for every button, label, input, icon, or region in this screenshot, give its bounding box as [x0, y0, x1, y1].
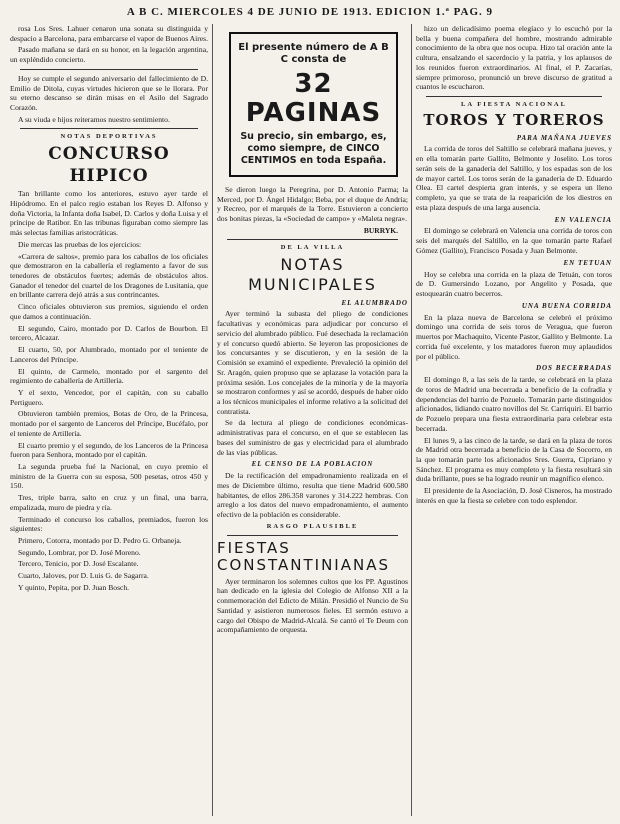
advert-line-3: Su precio, sin embargo, es, como siempre, de CINCO CENTIMOS en toda España. — [240, 131, 387, 166]
advert-line-1: El presente número de A B C consta de — [238, 42, 389, 65]
column-divider — [411, 24, 412, 816]
article-paragraph: Tercero, Tenicio, por D. José Escalante. — [18, 559, 139, 569]
subheading: EL ALUMBRADO — [341, 298, 408, 307]
article-paragraph: El segundo, Cairo, montado por D. Carlos de Bourbon. El tercero, Alcazar. — [10, 323, 208, 343]
article-paragraph: El domingo se celebrará en Valencia una corrida de toros con seis del marqués del Saltillo, en la que tomarán parte Rafael Gómez (Gallito), Francisco Posada y Juan Belmonte. — [416, 226, 612, 255]
column-3 — [416, 24, 612, 818]
article-paragraph: El quinto, de Carmelo, montado por el sargento del regimiento de caballería de Artillería. — [10, 366, 208, 386]
column-divider — [212, 24, 213, 816]
article-paragraph: El domingo 8, a las seis de la tarde, se celebrará en la plaza de toros de Madrid una becerrada a beneficio de la cofradía y dependencias del barrio de Pozuelo. Tomarán parte distinguidos aficionados, lidiando cuatro novillos del Sr. Carriquiri. El barrio de Pozuelo prepara una fiesta extraordinaria para celebrar esta becerrada. — [416, 375, 612, 433]
article-paragraph: Hoy se celebra una corrida en la plaza de Tetuán, con toros de D. Gumersindo Lozano, por Angelito y Posada, que estoquearán cuatro becerros. — [416, 269, 612, 299]
article-paragraph: Se dieron luego la Peregrina, por D. Antonio Parma; la Merced, por D. Ángel Hidalgo; Beba, por el duque de Andría; y Recreo, por el marqués de la Torre. Estuvieron a concierto dos bonitas piezas, la «Sociedad de campo» y «Maleta negra». — [217, 184, 408, 223]
section-kicker: LA FIESTA NACIONAL — [461, 101, 567, 109]
article-paragraph: Primero, Cotorra, montado por D. Pedro G. Orbaneja. — [18, 536, 182, 545]
separator — [227, 535, 398, 536]
article-paragraph: Die mercas las pruebas de los ejercicios: — [18, 239, 142, 249]
article-paragraph: En la plaza nueva de Barcelona se celebró el próximo domingo una corrida de seis toros de Veragua, que fueron muertos por Machaquito, Vicente Pastor, Gallito y Belmonte. La corrida fué excelente, y los matadores fueron muy aplaudidos por el público. — [416, 312, 612, 361]
author-signature: BURRYK. — [363, 225, 398, 235]
article-paragraph: Hoy se cumple el segundo aniversario del fallecimiento de D. Emilio de Ditola, cuyas virtudes hicieron que se le llorara. Por su eterno descanso se dirán misas en el Asilo del Sagrado Corazón. — [10, 73, 208, 113]
article-paragraph: Tan brillante como los anteriores, estuvo ayer tarde el Hipódromo. En el palco regio estaban los Reyes D. Alfonso y doña Victoria, la Infanta doña Isabel, D. Carlos y doña Luisa y el príncipe de Ratibor. En las tribunas figuraban como siempre las más selectas familias aristocráticas. — [10, 189, 208, 238]
subheading: EN VALENCIA — [554, 215, 612, 224]
separator — [20, 69, 198, 70]
article-paragraph: Ayer terminó la subasta del pliego de condiciones facultativas y económicas para adjudicar por concurso el servicio del alumbrado público. Fué desechada la reclamación y el concurso quedó abierto. Se leyeron las proposiciones de los concursantes y se discutieron, y en la sesión de la Comisión se examinó el expediente. Prevaleció la opinión del Sr. Aragón, quien propuso que se aplazase la votación para la próxima sesión. Los concejales de la minoría y de la mayoría se mostraron conformes y así se acordó, después de haber oído a los técnicos municipales el informe relativo a la solicitud del contratista. — [217, 309, 408, 416]
subheading: RASGO PLAUSIBLE — [266, 522, 359, 530]
article-paragraph: Ayer terminaron los solemnes cultos que los PP. Agustinos han dedicado en la iglesia del Colegio de Alfonso XII a la conmemoración del Edicto de Milán. Presidió el Nuncio de Su Santidad y asistieron numerosos fieles. El sermón estuvo a cargo del Obispo de Madrid-Alcalá. Se cantó el Te Deum con acompañamiento de orquesta. — [217, 576, 408, 635]
section-kicker: DE LA VILLA — [280, 244, 345, 252]
article-paragraph: Obtuvieron también premios, Botas de Oro, de la Princesa, montado por el sargento de Lanceros del Príncipe, Bucéfalo, por el teniente de Artillería. — [10, 409, 208, 438]
column-1 — [10, 24, 208, 818]
subheading: EN TETUAN — [563, 258, 612, 267]
subheading: DOS BECERRADAS — [535, 364, 612, 373]
article-paragraph: «Carrera de saltos», premio para los caballos de los oficiales que demostraron en la caballería el reglamento a favor de sus tenedores de obstáculos fuertes; además de obstáculos altos. Ganador el tenedor del cuartel de los Dragones de Lusitania, que en brillante carrera dejó atrás a sus contrincantes. — [10, 251, 208, 300]
article-paragraph: Y el sexto, Vencedor, por el capitán, con su caballo Pertiguero. — [10, 387, 208, 407]
article-paragraph: El cuarto, 50, por Alumbrado, montado por el teniente de Lanceros del Príncipe. — [10, 345, 208, 364]
section-kicker: NOTAS DEPORTIVAS — [60, 133, 158, 141]
page-header: A B C. MIERCOLES 4 DE JUNIO DE 1913. EDICION 1.ª PAG. 9 — [126, 6, 494, 18]
article-title: CONCURSO HIPICO — [48, 143, 170, 186]
article-paragraph: Y quinto, Pepita, por D. Juan Bosch. — [18, 582, 130, 592]
article-paragraph: Tres, triple barra, salto en cruz y un final, una barra, empalizada, muro de piedra y ría. — [10, 493, 208, 512]
separator — [426, 96, 602, 97]
article-title: FIESTAS CONSTANTINIANAS — [217, 539, 390, 575]
article-paragraph: El presidente de la Asociación, D. José Cisneros, ha mostrado interés en que la fiesta se celebre con todo esplendor. — [416, 486, 612, 505]
subheading: PARA MAÑANA JUEVES — [516, 133, 612, 142]
article-paragraph: De la rectificación del empadronamiento realizada en el mes de Diciembre último, resulta que tiene Madrid 600.580 habitantes, de ellos 286.358 varones y 314.222 hembras. Con arreglo a los datos del nuevo empadronamiento, el aumento efectivo de la población es considerable. — [217, 471, 408, 520]
separator — [20, 128, 198, 129]
article-paragraph: Se da lectura al pliego de condiciones económicas-administrativas para el concurso, en el que se establecen las bases del suministro de gas y electricidad para el alumbrado de las vías públicas. — [217, 418, 408, 457]
separator — [227, 239, 398, 240]
article-title: TOROS Y TOREROS — [423, 111, 605, 130]
article-paragraph: Cinco oficiales obtuvieron sus premios, siguiendo el orden que damos a continuación. — [10, 302, 208, 321]
page-count-advert — [229, 32, 398, 177]
article-paragraph: rosa Los Sres. Lahuer cenaron una sonata su distinguida y despacio a Barcelona, para embarcarse el vapor de Buenos Aires. — [10, 24, 208, 43]
article-paragraph: hizo un delicadísimo poema elegíaco y lo escuchó por la bella y buena compañera del hombre, mostrando admirable conocimiento de la obra que nos ocupa. Hizo tal oración ante la cultura, ensalzando el sacerdocio y la patria, y los aplausos de los reunidos fueron extraordinarios. Al final, el P. Zacarías, siempre primoroso, pronunció un breve discurso de gratitud a cuantos le escucharon. — [416, 24, 612, 92]
article-paragraph: A su viuda e hijos reiteramos nuestro sentimiento. — [18, 114, 170, 124]
article-paragraph: Pasado mañana se dará en su honor, en la legación argentina, un expléndido concierto. — [10, 45, 208, 65]
article-title: NOTAS MUNICIPALES — [248, 254, 377, 295]
article-paragraph: La corrida de toros del Saltillo se celebrará mañana jueves, y en ella tomarán parte Gallito, Belmonte y Joselito. Los toros serán seis de la ganadería del Saltillo, y los espadas son de los de mayor cartel. Los toros serán de la ganadería de D. Eduardo Olea. El cartel despierta gran interés, y se espera un lleno completo, ya que se trata de la reaparición de los diestros en esta plaza después de una larga ausencia. — [416, 144, 612, 212]
article-paragraph: Segundo, Lombrar, por D. José Moreno. — [18, 547, 141, 557]
advert-headline: 32 PAGINAS — [245, 69, 382, 128]
article-paragraph: Terminado el concurso los caballos, premiados, fueron los siguientes: — [10, 514, 208, 534]
subheading: UNA BUENA CORRIDA — [521, 301, 612, 310]
article-paragraph: El lunes 9, a las cinco de la tarde, se dará en la plaza de toros de Madrid otra becerrada a beneficio de la Casa de Socorro, en la que tomarán parte los aficionados Sres. Guerra, Cipriano y Sánchez. El programa es muy completo y la fiesta resultará sin duda brillante, pues se ha logrado reunir un magnífico elenco. — [416, 435, 612, 484]
article-paragraph: El cuarto premio y el segundo, de los Lanceros de la Princesa fueron para Senhora, montado por el capitán. — [10, 440, 208, 460]
column-2 — [217, 24, 408, 818]
article-paragraph: La segunda prueba fué la Nacional, en cuyo premio el ministro de la Guerra con su esposa, 500 pesetas, otros 450 y 150. — [10, 461, 208, 491]
article-paragraph: Cuarto, Jaloves, por D. Luis G. de Sagarra. — [18, 571, 149, 581]
subheading: EL CENSO DE LA POBLACION — [251, 460, 374, 469]
